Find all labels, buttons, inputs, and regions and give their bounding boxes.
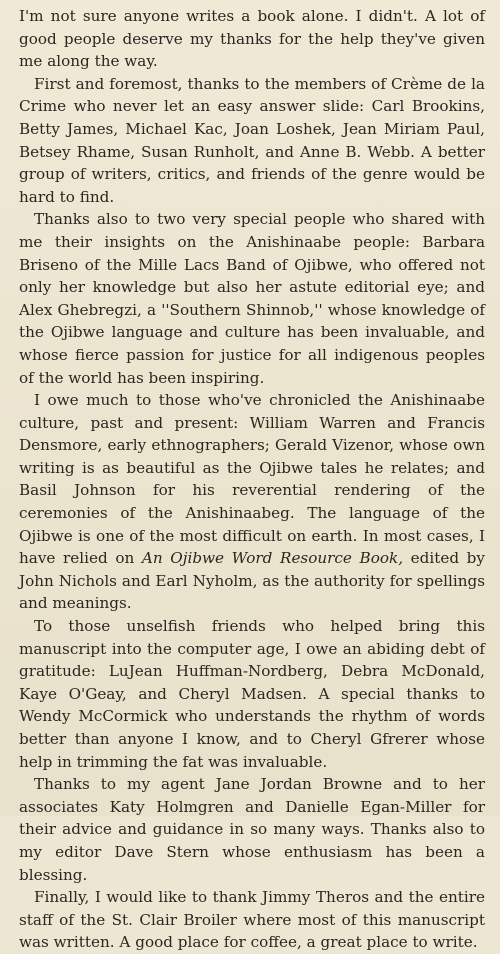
chroniclers-text-start: I owe much to those who've chronicled the Anishinaabe culture, past and present: William Warren and Francis Densmore, early ethnographers; Gerald Vizenor, whose own writing is as beautiful as the Ojibwe tales he relates; and Basil Johnson for his reverential rendering of the ceremonies of the Anishinaabeg. The language of the Ojibwe is one of the most difficult on earth. In most cases, I have relied on [19,391,485,568]
paragraph-agent-editor: Thanks to my agent Jane Jordan Browne and to her associates Katy Holmgren and Danielle Egan-Miller for their advice and guidance in so many ways. Thanks also to my editor Dave Stern whose enthusiasm has been a blessing. [19,775,485,884]
paragraph-manuscript-helpers: To those unselfish friends who helped bring this manuscript into the computer age, I owe an abiding debt of gratitude: LuJean Huffman-Nordberg, Debra McDonald, Kaye O'Geay, and Cheryl Madsen. A special thanks to Wendy McCormick who understands the rhythm of words better than anyone I know, and to Cheryl Gfrerer whose help in trimming the fat was invaluable. [19,617,485,771]
paragraph-chroniclers [19,389,485,615]
paragraph-closing: Finally, I would like to thank Jimmy Theros and the entire staff of the St. Clair Broiler where most of this manuscript was written. A good place for coffee, a great place to write. [19,888,485,952]
chroniclers-text-end: edited by John Nichols and Earl Nyholm, as the authority for spellings and meanings. [19,549,485,613]
paragraph-anishinaabe-insights: Thanks also to two very special people who shared with me their insights on the Anishinaabe people: Barbara Briseno of the Mille Lacs Band of Ojibwe, who offered not only her knowledge but also her astute editorial eye; and Alex Ghebregzi, a ''Southern Shinnob,'' whose knowledge of the Ojibwe language and culture has been invaluable, and whose fierce passion for justice for all indigenous peoples of the world has been inspiring. [19,210,485,387]
book-title-reference: An Ojibwe Word Resource Book, [141,549,404,568]
paragraph-opening: I'm not sure anyone writes a book alone. I didn't. A lot of good people deserve my thanks for the help they've given me along the way. [19,7,485,71]
paragraph-writing-group: First and foremost, thanks to the members of Crème de la Crime who never let an easy answer slide: Carl Brookins, Betty James, Michael Kac, Joan Loshek, Jean Miriam Paul, Betsey Rhame, Susan Runholt, and Anne B. Webb. A better group of writers, critics, and friends of the genre would be hard to find. [19,74,485,206]
acknowledgments-text [19,5,485,954]
